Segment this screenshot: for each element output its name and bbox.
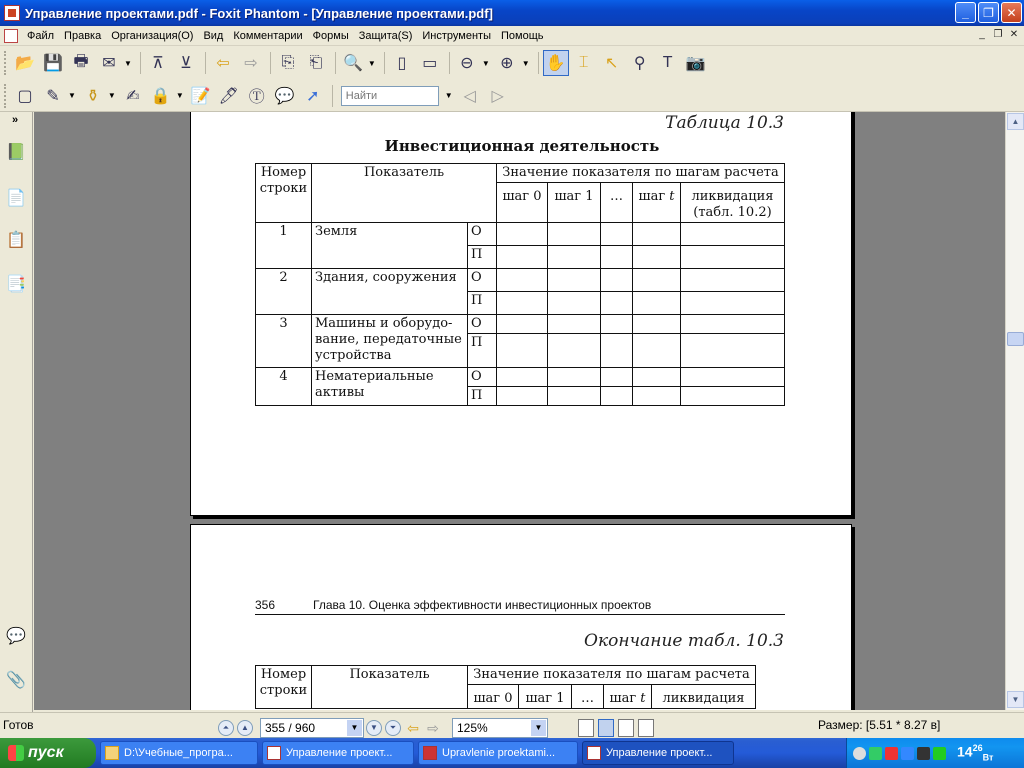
- continuous-icon[interactable]: [598, 719, 614, 737]
- page-size-text: Размер: [5.51 * 8.27 в]: [818, 718, 941, 732]
- secondary-toolbar: [0, 80, 1024, 112]
- fit-page-icon[interactable]: ▯: [397, 55, 407, 72]
- network-icon[interactable]: [869, 747, 882, 760]
- value-cell: [681, 334, 785, 368]
- arrow-tool-icon[interactable]: ➚: [306, 87, 320, 105]
- fit-width-icon[interactable]: ▭: [422, 55, 438, 72]
- antivirus-icon[interactable]: [885, 747, 898, 760]
- minimize-button[interactable]: _: [955, 2, 976, 23]
- chapter-title: Глава 10. Оценка эффективности инвестиционных проектов: [313, 598, 652, 612]
- value-cell: [681, 269, 785, 292]
- value-cell: [497, 315, 548, 334]
- next-page-icon[interactable]: ▼: [366, 720, 382, 736]
- tray-expand-icon[interactable]: [853, 747, 866, 760]
- document-icon[interactable]: [4, 29, 18, 43]
- pdf-page: [190, 112, 852, 516]
- clock-hour: 14: [957, 743, 973, 760]
- menu-edit[interactable]: Правка: [64, 29, 102, 42]
- forward-arrow-icon[interactable]: ⇨: [244, 55, 258, 72]
- value-cell: [497, 334, 548, 368]
- row-type-p: П: [468, 292, 497, 315]
- zoom-field[interactable]: [452, 718, 548, 738]
- menu-file[interactable]: Файл: [27, 29, 55, 42]
- value-cell: [633, 292, 681, 315]
- value-cell: [601, 334, 633, 368]
- pages-icon[interactable]: 📄: [6, 190, 26, 207]
- value-cell: [497, 223, 548, 246]
- separator: [332, 85, 333, 107]
- zoom-dropdown-arrow[interactable]: ▼: [367, 58, 376, 68]
- edit-dropdown-arrow[interactable]: ▼: [68, 91, 76, 100]
- insert-page-icon[interactable]: ⎘: [281, 54, 295, 71]
- value-cell: [633, 269, 681, 292]
- signature-icon[interactable]: ✍: [126, 87, 140, 105]
- start-button[interactable]: [0, 738, 96, 768]
- previous-page-icon[interactable]: ⊼: [152, 55, 164, 72]
- select-text-icon[interactable]: ⌶: [578, 54, 589, 71]
- find-next-icon[interactable]: ▷: [491, 87, 504, 105]
- running-head: [255, 598, 785, 615]
- find-dropdown-arrow[interactable]: ▼: [444, 91, 453, 100]
- value-cell: [681, 315, 785, 334]
- row-number: 2: [256, 269, 312, 315]
- table-row: [256, 315, 785, 334]
- email-icon[interactable]: ✉: [102, 55, 116, 72]
- row-type-p: П: [468, 246, 497, 269]
- value-cell: [601, 246, 633, 269]
- separator: [140, 52, 141, 74]
- row-indicator: Машины и оборудо-вание, передаточные устройства: [312, 315, 468, 368]
- email-dropdown-arrow[interactable]: ▼: [124, 58, 132, 68]
- row-type-p: П: [468, 387, 497, 406]
- stamp-icon[interactable]: ⚱: [86, 87, 100, 105]
- zoom-icon[interactable]: 🔍: [342, 55, 363, 72]
- taskbar-item-foxit-active[interactable]: [582, 741, 734, 765]
- value-cell: [548, 334, 601, 368]
- value-cell: [681, 292, 785, 315]
- battery-icon[interactable]: [933, 747, 946, 760]
- header-indicator: Показатель: [312, 164, 497, 223]
- header-step-t-prefix: шаг: [609, 691, 641, 706]
- foxit-app-icon[interactable]: [4, 5, 20, 21]
- menu-help[interactable]: Помощь: [500, 29, 544, 42]
- title-bar: [0, 0, 1024, 26]
- doc-restore-button[interactable]: ❐: [993, 29, 1003, 40]
- header-liquidation: ликвидация: [652, 685, 756, 709]
- back-arrow-icon[interactable]: ⇦: [407, 719, 419, 736]
- single-page-icon[interactable]: [578, 719, 594, 737]
- table-header-row: [256, 666, 756, 685]
- zoom-value: 125%: [457, 721, 488, 735]
- value-cell: [633, 223, 681, 246]
- page-number: 356: [255, 598, 276, 612]
- table-row: [256, 368, 785, 387]
- task-label: D:\Учебные_програ...: [124, 747, 233, 759]
- menu-protect[interactable]: Защита(S): [358, 29, 413, 42]
- scroll-down-icon[interactable]: ▼: [1007, 691, 1024, 708]
- taskbar: [0, 738, 1024, 768]
- value-cell: [548, 223, 601, 246]
- separator: [205, 52, 206, 74]
- edit-pen-icon[interactable]: ✎: [46, 87, 60, 105]
- value-cell: [681, 246, 785, 269]
- header-values-group: Значение показателя по шагам расчета: [497, 164, 785, 183]
- clock[interactable]: [957, 743, 993, 762]
- status-text: Готов: [3, 718, 34, 732]
- chevron-down-icon[interactable]: ▼: [347, 720, 362, 736]
- value-cell: [548, 269, 601, 292]
- last-page-icon[interactable]: ⏷: [385, 720, 401, 736]
- header-step-0: шаг 0: [468, 685, 519, 709]
- header-step-t: [604, 685, 652, 709]
- menu-forms[interactable]: Формы: [312, 29, 349, 42]
- zoom-in-dropdown-arrow[interactable]: ▼: [521, 58, 530, 68]
- investment-table-continued: [255, 665, 756, 709]
- hand-tool-icon[interactable]: ✋: [543, 50, 569, 76]
- zoom-out-dropdown-arrow[interactable]: ▼: [481, 58, 490, 68]
- pdf-page: [190, 524, 852, 710]
- table-header-row: [256, 164, 785, 183]
- value-cell: [601, 368, 633, 387]
- value-cell: [497, 292, 548, 315]
- value-cell: [548, 246, 601, 269]
- value-cell: [601, 292, 633, 315]
- table-caption: Окончание табл. 10.3: [584, 631, 784, 651]
- continuous-facing-icon[interactable]: [638, 719, 654, 737]
- value-cell: [681, 223, 785, 246]
- task-label: Upravlenie proektami...: [442, 747, 556, 759]
- row-type-p: П: [468, 334, 497, 368]
- header-ellipsis: …: [572, 685, 604, 709]
- attachments-panel-icon[interactable]: 📑: [6, 276, 26, 293]
- header-step-t: [633, 183, 681, 223]
- value-cell: [633, 387, 681, 406]
- value-cell: [633, 246, 681, 269]
- value-cell: [633, 334, 681, 368]
- select-arrow-icon[interactable]: ↖: [604, 55, 619, 72]
- layers-icon[interactable]: 📋: [6, 232, 26, 249]
- doc-minimize-button[interactable]: _: [979, 29, 985, 40]
- comment-icon[interactable]: 💬: [274, 87, 295, 105]
- menu-organize[interactable]: Организация(O): [111, 29, 194, 42]
- save-icon[interactable]: 💾: [43, 55, 63, 72]
- value-cell: [497, 246, 548, 269]
- row-type-o: О: [468, 223, 497, 246]
- separator: [449, 52, 450, 74]
- toolbar-grip[interactable]: [4, 51, 8, 75]
- value-cell: [548, 387, 601, 406]
- table-row: [256, 223, 785, 246]
- task-label: Управление проект...: [286, 747, 393, 759]
- stamp-dropdown-arrow[interactable]: ▼: [107, 91, 116, 100]
- document-window-controls: [976, 29, 1020, 41]
- value-cell: [548, 368, 601, 387]
- pdf-icon: [587, 746, 601, 760]
- next-page-icon[interactable]: ⊻: [180, 55, 192, 72]
- find-input[interactable]: [341, 86, 439, 106]
- menu-bar: [0, 26, 1024, 46]
- forward-arrow-icon[interactable]: ⇨: [427, 719, 439, 736]
- header-step-t-var: t: [669, 189, 675, 204]
- open-icon[interactable]: 📂: [15, 55, 35, 72]
- start-label: пуск: [28, 744, 64, 761]
- header-step-1: шаг 1: [519, 685, 572, 709]
- menu-tools[interactable]: Инструменты: [422, 29, 491, 42]
- table-caption: Таблица 10.3: [665, 113, 784, 133]
- winrar-icon: [423, 746, 437, 760]
- toolbar-grip[interactable]: [4, 84, 8, 108]
- row-number: 1: [256, 223, 312, 269]
- navigation-sidebar: [0, 112, 33, 712]
- page-number-value: 355 / 960: [265, 721, 316, 735]
- value-cell: [633, 315, 681, 334]
- window-controls: [955, 2, 1022, 23]
- status-bar: [0, 712, 1024, 738]
- header-step-t-prefix: шаг: [638, 189, 670, 204]
- value-cell: [601, 223, 633, 246]
- value-cell: [548, 315, 601, 334]
- chevron-down-icon[interactable]: ▼: [531, 720, 546, 736]
- highlight-icon[interactable]: 🖊: [218, 87, 239, 105]
- row-number: 3: [256, 315, 312, 368]
- table-row: [256, 269, 785, 292]
- first-page-icon[interactable]: ⏶: [218, 720, 234, 736]
- zoom-out-icon[interactable]: ⊖: [460, 55, 474, 72]
- document-view[interactable]: [34, 112, 1005, 710]
- lock-dropdown-arrow[interactable]: ▼: [175, 91, 184, 100]
- page-number-field[interactable]: [260, 718, 364, 738]
- header-ellipsis: …: [601, 183, 633, 223]
- find-previous-icon[interactable]: ◁: [463, 87, 476, 105]
- restore-button[interactable]: ❐: [978, 2, 999, 23]
- monitor-icon[interactable]: [917, 747, 930, 760]
- system-tray: [846, 738, 1024, 768]
- print-icon[interactable]: 🖶: [73, 52, 89, 70]
- clock-minutes: 26: [972, 743, 983, 754]
- value-cell: [497, 387, 548, 406]
- page-layout-buttons: [578, 719, 654, 737]
- header-step-1: шаг 1: [548, 183, 601, 223]
- menu-comments[interactable]: Комментарии: [233, 29, 303, 42]
- paperclip-icon[interactable]: 📎: [6, 672, 26, 689]
- value-cell: [633, 368, 681, 387]
- back-arrow-icon[interactable]: ⇦: [216, 55, 230, 72]
- value-cell: [681, 368, 785, 387]
- bookmarks-icon[interactable]: 📗: [6, 144, 26, 161]
- collapse-sidebar-icon[interactable]: »: [12, 114, 19, 126]
- value-cell: [601, 269, 633, 292]
- value-cell: [497, 368, 548, 387]
- scroll-up-icon[interactable]: ▲: [1007, 113, 1024, 130]
- separator: [335, 52, 336, 74]
- header-indicator: Показатель: [312, 666, 468, 709]
- table-title: Инвестиционная деятельность: [384, 137, 660, 155]
- row-number: 4: [256, 368, 312, 406]
- binoculars-icon[interactable]: ⚲: [633, 55, 646, 72]
- separator: [538, 52, 539, 74]
- row-indicator: Здания, сооружения: [312, 269, 468, 315]
- value-cell: [497, 269, 548, 292]
- main-toolbar: [0, 46, 1024, 80]
- task-label: Управление проект...: [606, 747, 713, 759]
- menu-view[interactable]: Вид: [203, 29, 224, 42]
- row-type-o: О: [468, 269, 497, 292]
- header-values-group: Значение показателя по шагам расчета: [468, 666, 756, 685]
- window-title: Управление проектами.pdf - Foxit Phantom - [Управление проектами.pdf]: [25, 5, 493, 21]
- taskbar-item-pdf-1[interactable]: [262, 741, 414, 765]
- doc-close-button[interactable]: ✕: [1009, 29, 1019, 40]
- language-icon[interactable]: [901, 747, 914, 760]
- row-indicator: Земля: [312, 223, 468, 269]
- value-cell: [681, 387, 785, 406]
- value-cell: [548, 292, 601, 315]
- header-step-0: шаг 0: [497, 183, 548, 223]
- windows-flag-icon: [8, 745, 24, 761]
- separator: [384, 52, 385, 74]
- header-row-number: Номер строки: [256, 666, 312, 709]
- snapshot-camera-icon[interactable]: 📷: [685, 55, 706, 72]
- full-screen-icon[interactable]: ▢: [17, 87, 33, 105]
- header-row-number: Номер строки: [256, 164, 312, 223]
- zoom-in-icon[interactable]: ⊕: [500, 55, 514, 72]
- taskbar-item-explorer[interactable]: [100, 741, 258, 765]
- value-cell: [601, 387, 633, 406]
- header-liquidation: ликвидация (табл. 10.2): [681, 183, 785, 223]
- header-step-t-var: t: [640, 691, 646, 706]
- facing-icon[interactable]: [618, 719, 634, 737]
- investment-table: [255, 163, 785, 406]
- folder-icon: [105, 746, 119, 760]
- prev-page-icon[interactable]: ▲: [237, 720, 253, 736]
- comments-panel-icon[interactable]: 💬: [6, 628, 26, 645]
- extract-page-icon[interactable]: ⎗: [309, 54, 323, 71]
- scroll-thumb[interactable]: [1007, 332, 1024, 346]
- lock-icon[interactable]: 🔒: [150, 87, 171, 105]
- pdf-icon: [267, 746, 281, 760]
- close-button[interactable]: ✕: [1001, 2, 1022, 23]
- value-cell: [601, 315, 633, 334]
- taskbar-item-pdf-2[interactable]: [418, 741, 578, 765]
- row-type-o: О: [468, 315, 497, 334]
- vertical-scrollbar[interactable]: [1005, 112, 1024, 710]
- note-edit-icon[interactable]: 📝: [190, 87, 211, 105]
- separator: [270, 52, 271, 74]
- textbox-icon[interactable]: Ⓣ: [248, 89, 265, 106]
- clock-day: Вт: [982, 752, 994, 763]
- row-type-o: О: [468, 368, 497, 387]
- row-indicator: Нематериальные активы: [312, 368, 468, 406]
- typewriter-icon[interactable]: T: [662, 54, 673, 71]
